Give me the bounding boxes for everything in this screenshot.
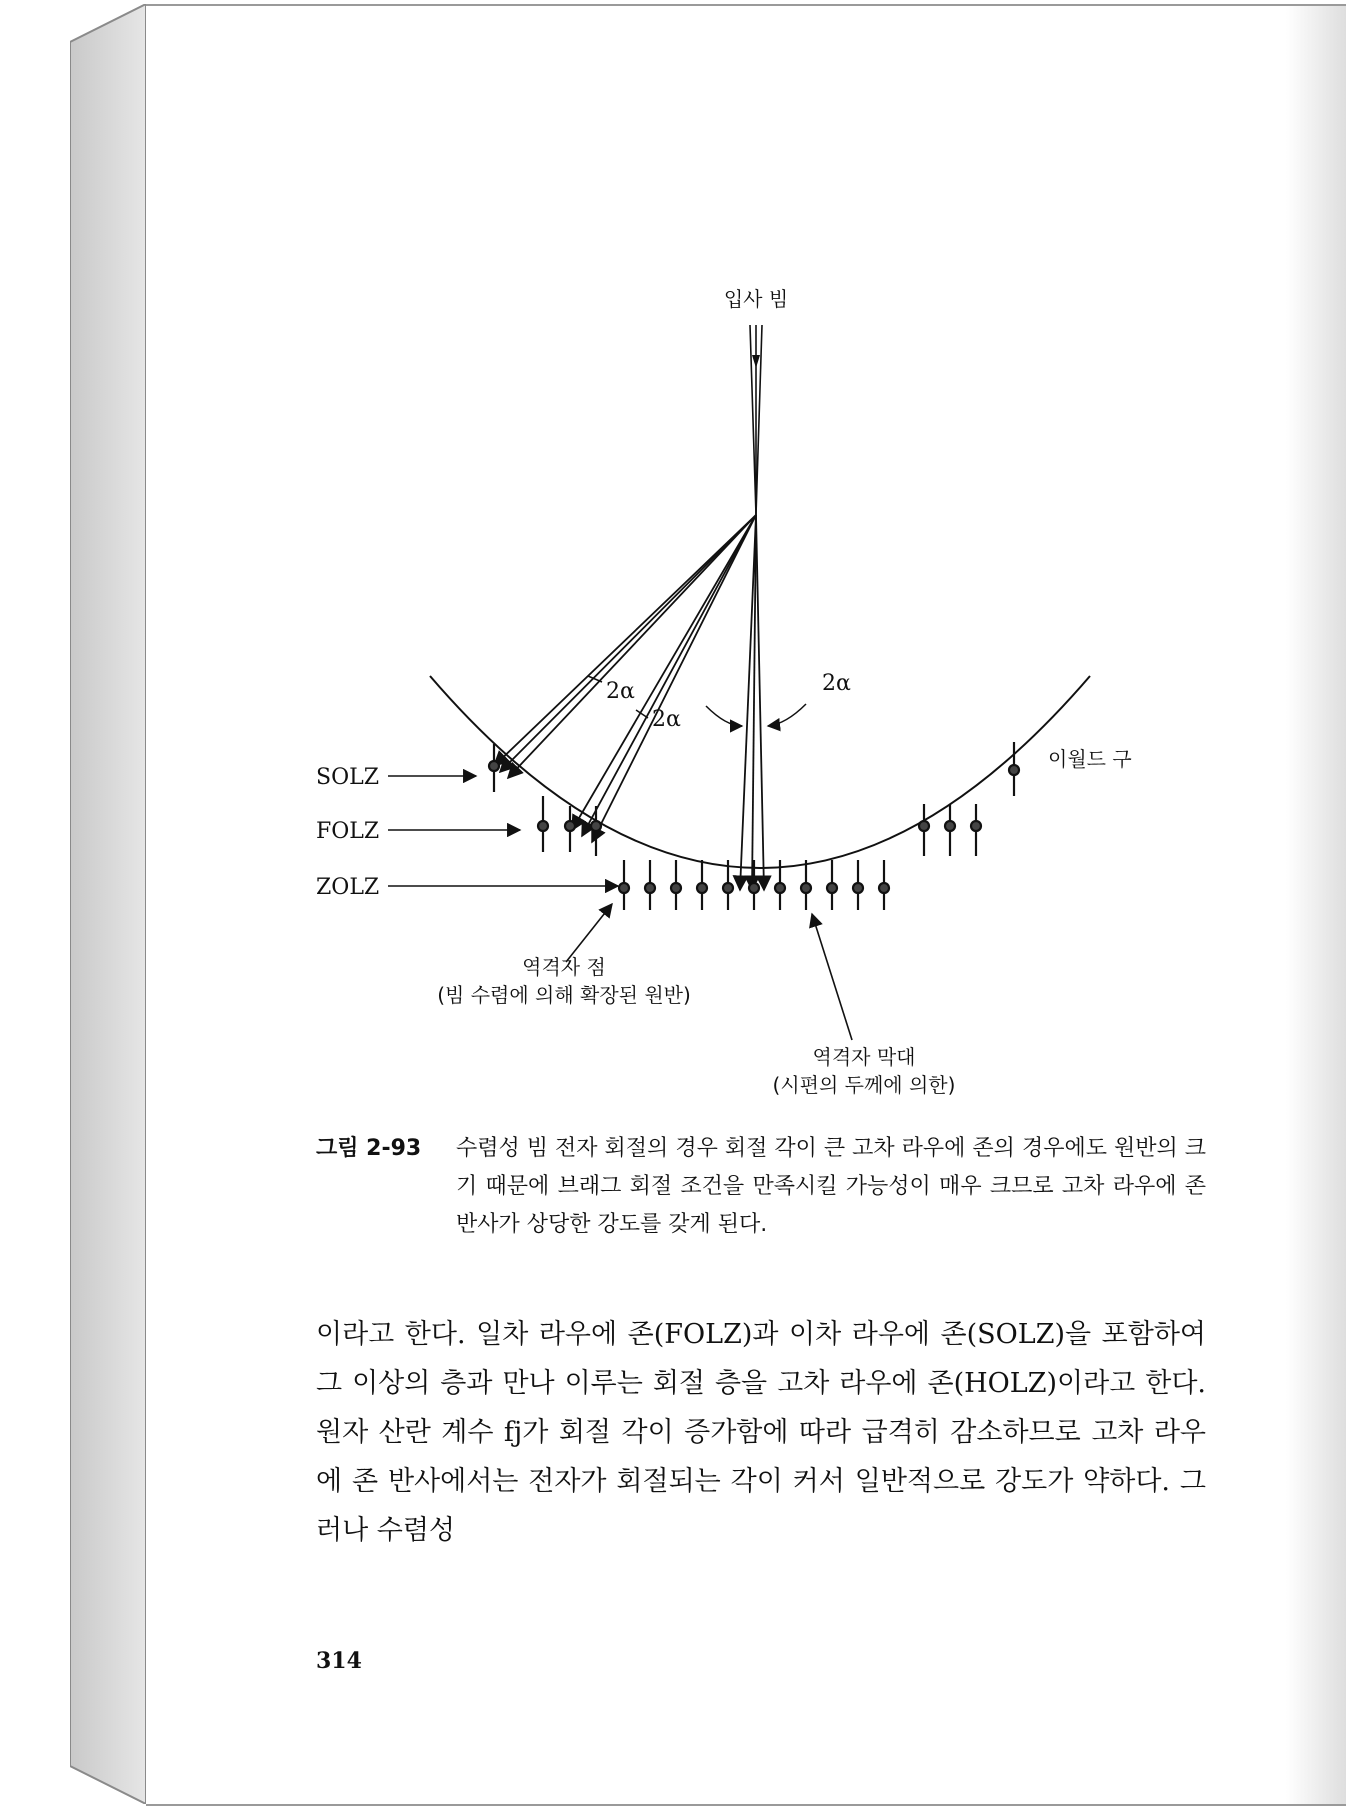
reciprocal-point xyxy=(697,883,707,893)
angle-label-3: 2α xyxy=(822,671,851,696)
reciprocal-point xyxy=(853,883,863,893)
folz-label: FOLZ xyxy=(316,819,380,844)
reciprocal-point xyxy=(565,821,575,831)
reciprocal-point xyxy=(827,883,837,893)
body-text: 이라고 한다. 일차 라우에 존(FOLZ)과 이차 라우에 존(SOLZ)을 포함하여 그 이상의 층과 만나 이루는 회절 층을 고차 라우에 존(HOLZ)이라고 한다. 원자 산란 계수 fj가 회절 각이 증가함에 따라 급격히 감소하므로 고차 라우에 존 반사에서는 전자가 회절되는 각이 커서 일반적으로 강도가 약하다. 그러나 수렴성 xyxy=(316,1319,1206,1546)
reciprocal-point xyxy=(919,821,929,831)
ewald-sphere-label: 이월드 구 xyxy=(1048,747,1132,771)
reciprocal-point xyxy=(591,821,601,831)
page-number: 314 xyxy=(316,1648,362,1674)
reciprocal-point xyxy=(645,883,655,893)
reciprocal-rod-label: 역격자 막대 xyxy=(812,1045,916,1069)
reciprocal-point xyxy=(749,883,759,893)
reciprocal-point xyxy=(489,761,499,771)
reciprocal-point xyxy=(879,883,889,893)
reciprocal-point xyxy=(801,883,811,893)
reciprocal-point xyxy=(1009,765,1019,775)
reciprocal-point xyxy=(538,821,548,831)
incident-beam xyxy=(750,325,762,515)
reciprocal-point xyxy=(945,821,955,831)
reciprocal-rod-note: (시편의 두께에 의한) xyxy=(772,1073,956,1097)
reciprocal-point xyxy=(775,883,785,893)
angle-label-2: 2α xyxy=(652,707,681,732)
zolz-label: ZOLZ xyxy=(316,875,380,900)
reciprocal-point xyxy=(971,821,981,831)
solz-label: SOLZ xyxy=(316,765,380,790)
angle-label-1: 2α xyxy=(606,679,635,704)
caption-label: 그림 2-93 xyxy=(316,1136,422,1161)
reciprocal-point-note: (빔 수렴에 의해 확장된 원반) xyxy=(437,983,691,1007)
reciprocal-point xyxy=(723,883,733,893)
reciprocal-point xyxy=(671,883,681,893)
body-paragraph xyxy=(316,1310,1206,1555)
incident-beam-label: 입사 빔 xyxy=(723,287,789,311)
caption-text: 수렴성 빔 전자 회절의 경우 회절 각이 큰 고차 라우에 존의 경우에도 원반의 크기 때문에 브래그 회절 조건을 만족시킬 가능성이 매우 크므로 고차 라우에 존 반사가 상당한 강도를 갖게 된다. xyxy=(456,1136,1206,1237)
reciprocal-point-label: 역격자 점 xyxy=(522,955,606,979)
reciprocal-point xyxy=(619,883,629,893)
